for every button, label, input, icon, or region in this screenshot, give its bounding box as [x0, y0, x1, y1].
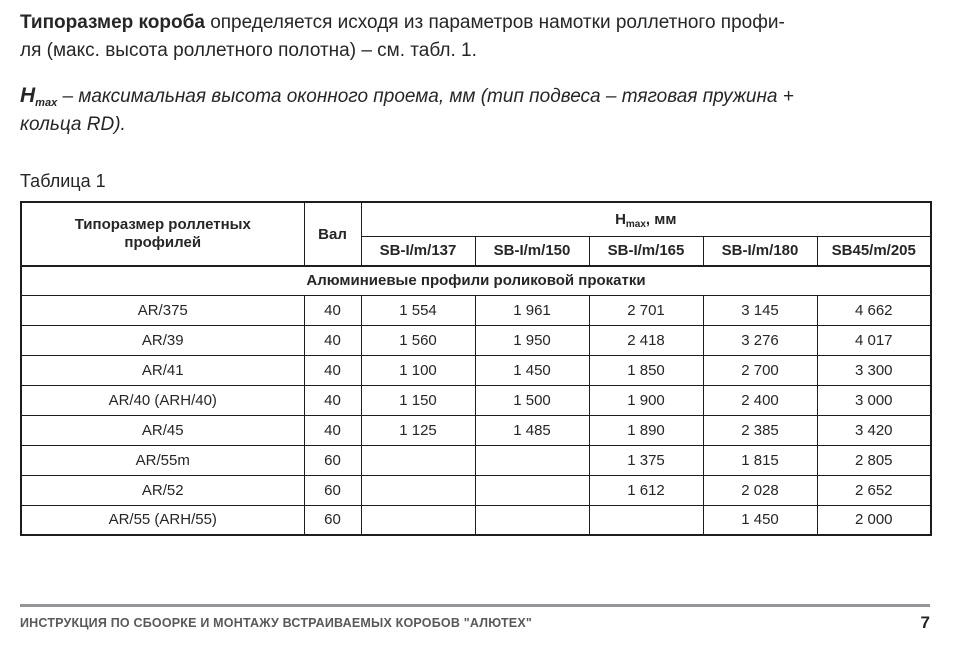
cell-value: 1 961 — [475, 295, 589, 325]
cell-value: 1 890 — [589, 415, 703, 445]
intro-bold-lead: Типоразмер короба — [20, 12, 205, 33]
table-caption: Таблица 1 — [20, 171, 106, 191]
table-row — [21, 475, 931, 505]
page-footer — [20, 604, 930, 633]
cell-value: 1 450 — [475, 355, 589, 385]
cell-value: 1 485 — [475, 415, 589, 445]
cell-value: 2 000 — [817, 505, 931, 535]
cell-value: 3 000 — [817, 385, 931, 415]
cell-shaft: 40 — [304, 325, 361, 355]
hmax-note-paragraph — [20, 82, 935, 139]
header-profile-type-label: Типоразмер роллетных профилей — [74, 216, 251, 251]
header-box-column: SB-I/m/137 — [361, 236, 475, 266]
intro-paragraph — [20, 9, 935, 65]
cell-value: 3 420 — [817, 415, 931, 445]
cell-shaft: 60 — [304, 505, 361, 535]
header-box-column: SB45/m/205 — [817, 236, 931, 266]
section-title: Алюминиевые профили роликовой прокатки — [21, 266, 931, 295]
cell-value: 2 400 — [703, 385, 817, 415]
cell-shaft: 40 — [304, 385, 361, 415]
note-line-1 — [20, 82, 935, 111]
table-row — [21, 505, 931, 535]
header-box-column: SB-I/m/180 — [703, 236, 817, 266]
cell-value: 1 950 — [475, 325, 589, 355]
section-row — [21, 266, 931, 295]
table-row — [21, 385, 931, 415]
cell-value — [475, 475, 589, 505]
cell-profile: AR/52 — [21, 475, 304, 505]
cell-shaft: 40 — [304, 295, 361, 325]
cell-value — [589, 505, 703, 535]
cell-profile: AR/41 — [21, 355, 304, 385]
cell-value: 3 276 — [703, 325, 817, 355]
footer-row — [20, 613, 930, 633]
footer-title: ИНСТРУКЦИЯ ПО СБООРКЕ И МОНТАЖУ ВСТРАИВАЕМЫХ КОРОБОВ "АЛЮТЕХ" — [20, 616, 533, 630]
cell-profile: AR/39 — [21, 325, 304, 355]
header-hmax-suffix: , мм — [645, 210, 677, 228]
cell-value: 1 100 — [361, 355, 475, 385]
cell-value: 3 300 — [817, 355, 931, 385]
header-hmax-subscript: max — [625, 218, 646, 230]
table-row — [21, 295, 931, 325]
table-row — [21, 445, 931, 475]
cell-value: 2 385 — [703, 415, 817, 445]
cell-value: 4 017 — [817, 325, 931, 355]
cell-profile: AR/55m — [21, 445, 304, 475]
cell-shaft: 60 — [304, 475, 361, 505]
cell-value — [361, 505, 475, 535]
intro-line-2: ля (макс. высота роллетного полотна) – см. табл. 1. — [20, 40, 477, 61]
note-line-2: кольца RD). — [20, 114, 126, 135]
cell-value: 2 652 — [817, 475, 931, 505]
cell-profile: AR/55 (ARH/55) — [21, 505, 304, 535]
header-box-column: SB-I/m/150 — [475, 236, 589, 266]
header-profile-type — [21, 202, 304, 266]
cell-value: 2 418 — [589, 325, 703, 355]
cell-shaft: 40 — [304, 355, 361, 385]
cell-value: 1 900 — [589, 385, 703, 415]
cell-value: 1 850 — [589, 355, 703, 385]
cell-value: 1 450 — [703, 505, 817, 535]
header-box-column: SB-I/m/165 — [589, 236, 703, 266]
note-line-1-rest: – максимальная высота оконного проема, мм (тип подвеса – тяговая пружина + — [62, 86, 794, 107]
cell-value: 1 125 — [361, 415, 475, 445]
cell-value: 4 662 — [817, 295, 931, 325]
cell-shaft: 60 — [304, 445, 361, 475]
cell-value: 3 145 — [703, 295, 817, 325]
header-row-top — [21, 202, 931, 236]
cell-value: 2 805 — [817, 445, 931, 475]
cell-value: 1 560 — [361, 325, 475, 355]
table-row — [21, 355, 931, 385]
cell-value: 1 375 — [589, 445, 703, 475]
intro-line-1 — [20, 9, 935, 37]
cell-value — [475, 505, 589, 535]
header-shaft: Вал — [304, 202, 361, 266]
cell-value: 2 701 — [589, 295, 703, 325]
hmax-subscript: max — [35, 97, 58, 109]
cell-value: 2 700 — [703, 355, 817, 385]
cell-profile: AR/375 — [21, 295, 304, 325]
cell-value: 1 554 — [361, 295, 475, 325]
hmax-symbol: H — [20, 84, 36, 107]
header-hmax — [361, 202, 931, 236]
cell-value: 1 612 — [589, 475, 703, 505]
page-number: 7 — [920, 613, 930, 632]
table-row — [21, 415, 931, 445]
header-hmax-symbol: H — [615, 210, 626, 228]
cell-value — [475, 445, 589, 475]
cell-value — [361, 475, 475, 505]
cell-value: 1 500 — [475, 385, 589, 415]
intro-line-1-rest: определяется исходя из параметров намотки роллетного профи- — [204, 12, 785, 33]
cell-profile: AR/40 (ARH/40) — [21, 385, 304, 415]
footer-divider — [20, 604, 930, 607]
profile-size-table — [20, 201, 932, 536]
cell-value: 1 150 — [361, 385, 475, 415]
table-row — [21, 325, 931, 355]
cell-value — [361, 445, 475, 475]
cell-value: 1 815 — [703, 445, 817, 475]
cell-profile: AR/45 — [21, 415, 304, 445]
cell-shaft: 40 — [304, 415, 361, 445]
cell-value: 2 028 — [703, 475, 817, 505]
